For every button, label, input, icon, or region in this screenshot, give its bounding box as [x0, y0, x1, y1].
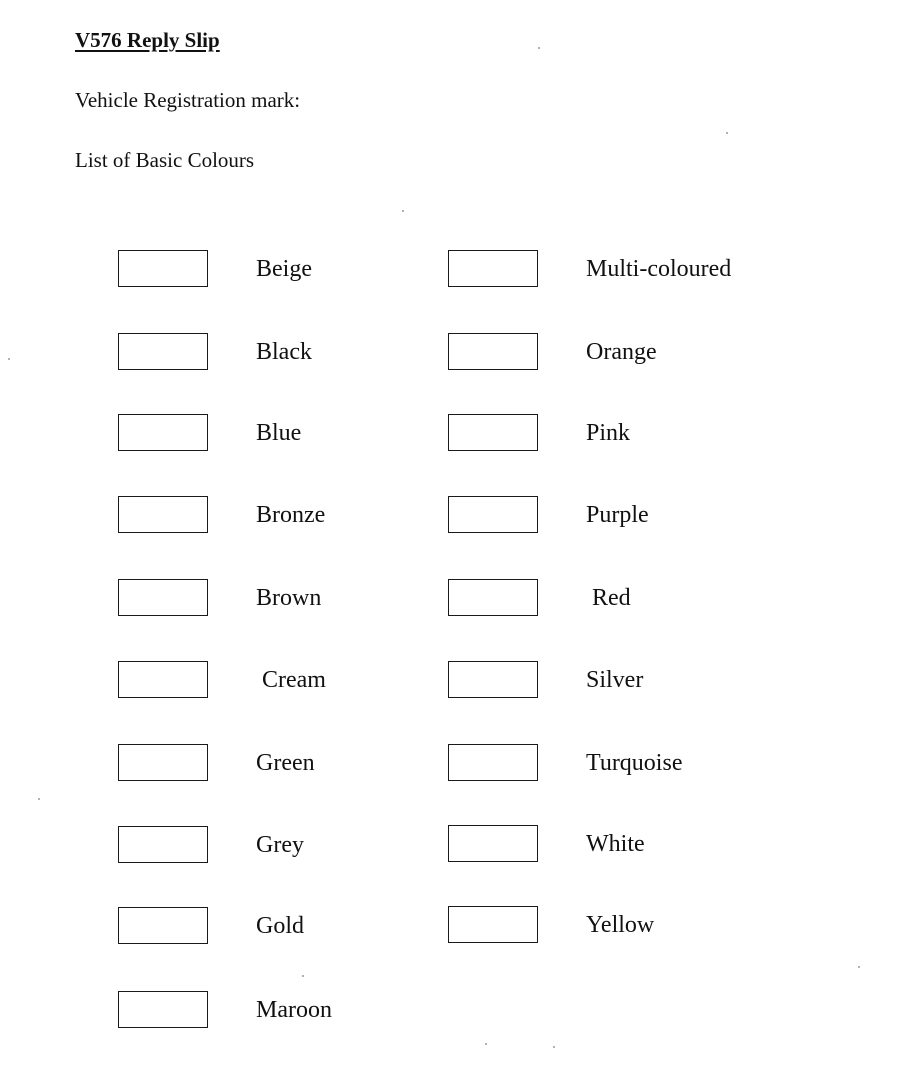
colour-label-turquoise: Turquoise [586, 750, 683, 776]
registration-mark-label: Vehicle Registration mark: [75, 88, 301, 112]
checkbox-turquoise[interactable] [448, 744, 538, 781]
checkbox-pink[interactable] [448, 414, 538, 451]
checkbox-orange[interactable] [448, 333, 538, 370]
checkbox-green[interactable] [118, 744, 208, 781]
scan-speck [38, 798, 40, 800]
colour-label-maroon: Maroon [256, 997, 332, 1023]
colour-option-silver [448, 661, 848, 701]
colour-label-beige: Beige [256, 256, 312, 282]
colour-option-maroon [118, 991, 518, 1031]
checkbox-beige[interactable] [118, 250, 208, 287]
colour-label-cream: Cream [262, 667, 326, 693]
colour-label-silver: Silver [586, 667, 644, 693]
colour-option-yellow [448, 906, 848, 946]
checkbox-gold[interactable] [118, 907, 208, 944]
colour-label-red: Red [592, 585, 631, 611]
scan-speck [402, 210, 404, 212]
colour-label-multi-coloured: Multi-coloured [586, 256, 732, 282]
checkbox-black[interactable] [118, 333, 208, 370]
checkbox-grey[interactable] [118, 826, 208, 863]
colour-label-bronze: Bronze [256, 502, 326, 528]
checkbox-cream[interactable] [118, 661, 208, 698]
checkbox-silver[interactable] [448, 661, 538, 698]
checkbox-maroon[interactable] [118, 991, 208, 1028]
colour-label-orange: Orange [586, 339, 657, 365]
checkbox-yellow[interactable] [448, 906, 538, 943]
checkbox-bronze[interactable] [118, 496, 208, 533]
scan-speck [726, 132, 728, 134]
checkbox-multi-coloured[interactable] [448, 250, 538, 287]
colour-option-multi-coloured [448, 250, 848, 290]
colour-option-white [448, 825, 848, 865]
checkbox-purple[interactable] [448, 496, 538, 533]
colour-label-purple: Purple [586, 502, 649, 528]
scan-speck [485, 1043, 487, 1045]
colour-label-gold: Gold [256, 913, 304, 939]
colour-label-pink: Pink [586, 420, 631, 446]
colour-label-green: Green [256, 750, 315, 776]
page-title: V576 Reply Slip [75, 28, 220, 52]
colour-label-yellow: Yellow [586, 912, 655, 938]
checkbox-red[interactable] [448, 579, 538, 616]
colour-option-pink [448, 414, 848, 454]
checkbox-white[interactable] [448, 825, 538, 862]
colour-label-white: White [586, 831, 645, 857]
scan-speck [8, 358, 10, 360]
colour-label-brown: Brown [256, 585, 322, 611]
colour-label-blue: Blue [256, 420, 302, 446]
scan-speck [553, 1046, 555, 1048]
checkbox-brown[interactable] [118, 579, 208, 616]
colour-label-grey: Grey [256, 832, 304, 858]
checkbox-blue[interactable] [118, 414, 208, 451]
colour-option-turquoise [448, 744, 848, 784]
scan-speck [538, 47, 540, 49]
colours-heading: List of Basic Colours [75, 148, 255, 172]
scan-speck [858, 966, 860, 968]
colour-option-purple [448, 496, 848, 536]
colour-label-black: Black [256, 339, 312, 365]
scan-speck [302, 975, 304, 977]
colour-option-red [448, 579, 848, 619]
colour-option-orange [448, 333, 848, 373]
